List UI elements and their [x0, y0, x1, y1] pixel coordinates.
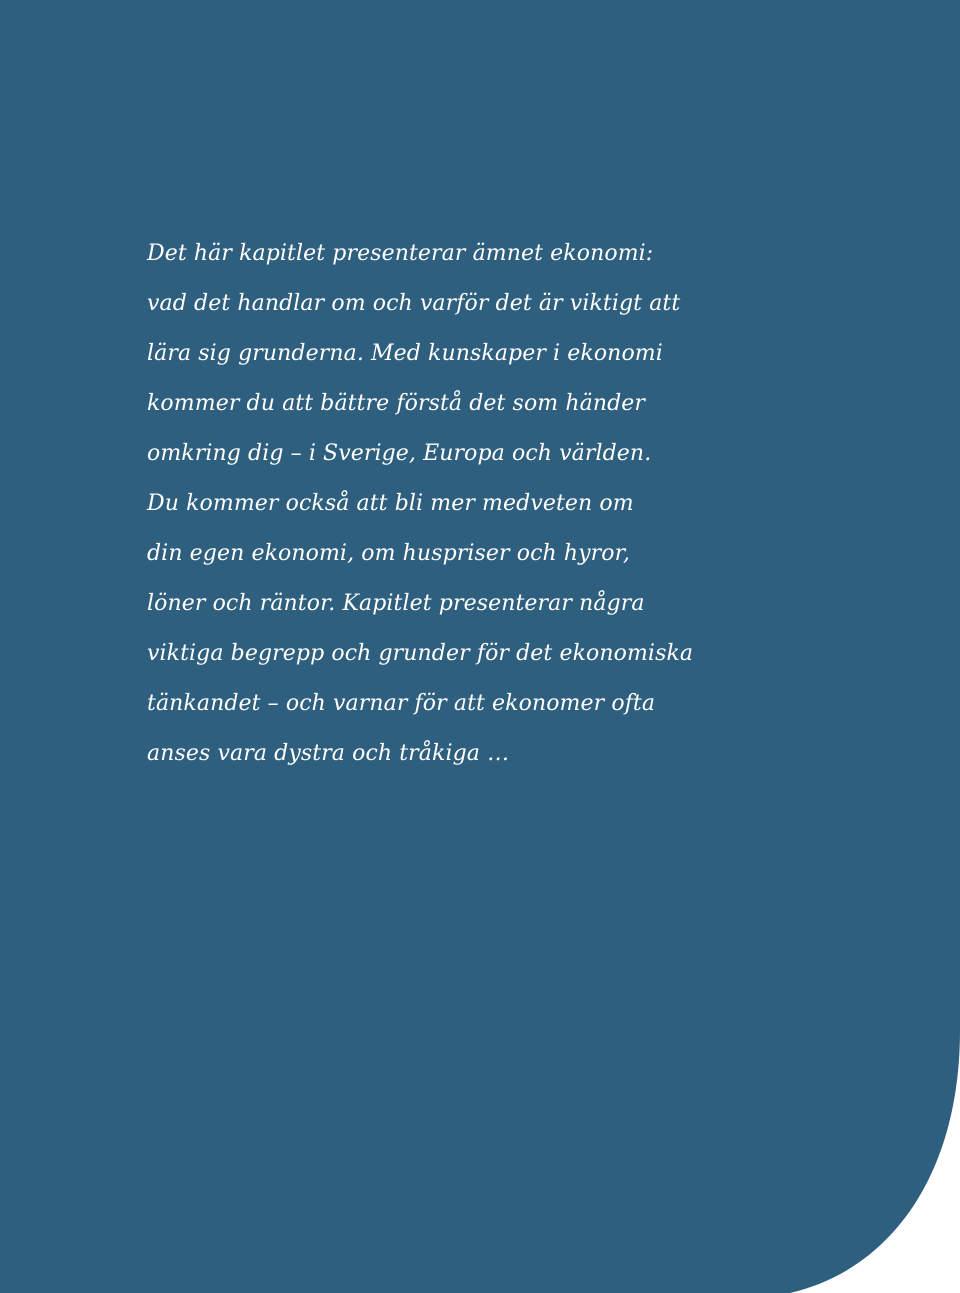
- intro-line: löner och räntor. Kapitlet presenterar några: [147, 591, 645, 616]
- intro-line: lära sig grunderna. Med kunskaper i ekonomi: [147, 341, 663, 366]
- intro-line: kommer du att bättre förstå det som händer: [147, 391, 646, 416]
- intro-line: vad det handlar om och varför det är viktigt att: [147, 291, 681, 316]
- intro-line: anses vara dystra och tråkiga …: [147, 741, 510, 766]
- intro-line: Du kommer också att bli mer medveten om: [147, 491, 634, 516]
- intro-line: din egen ekonomi, om huspriser och hyror,: [147, 541, 630, 566]
- chapter-intro-text: [147, 229, 867, 779]
- intro-line: tänkandet – och varnar för att ekonomer ofta: [147, 691, 656, 716]
- intro-line: viktiga begrepp och grunder för det ekonomiska: [147, 641, 694, 666]
- intro-line: omkring dig – i Sverige, Europa och världen.: [147, 441, 652, 466]
- intro-line: Det här kapitlet presenterar ämnet ekonomi:: [147, 241, 654, 266]
